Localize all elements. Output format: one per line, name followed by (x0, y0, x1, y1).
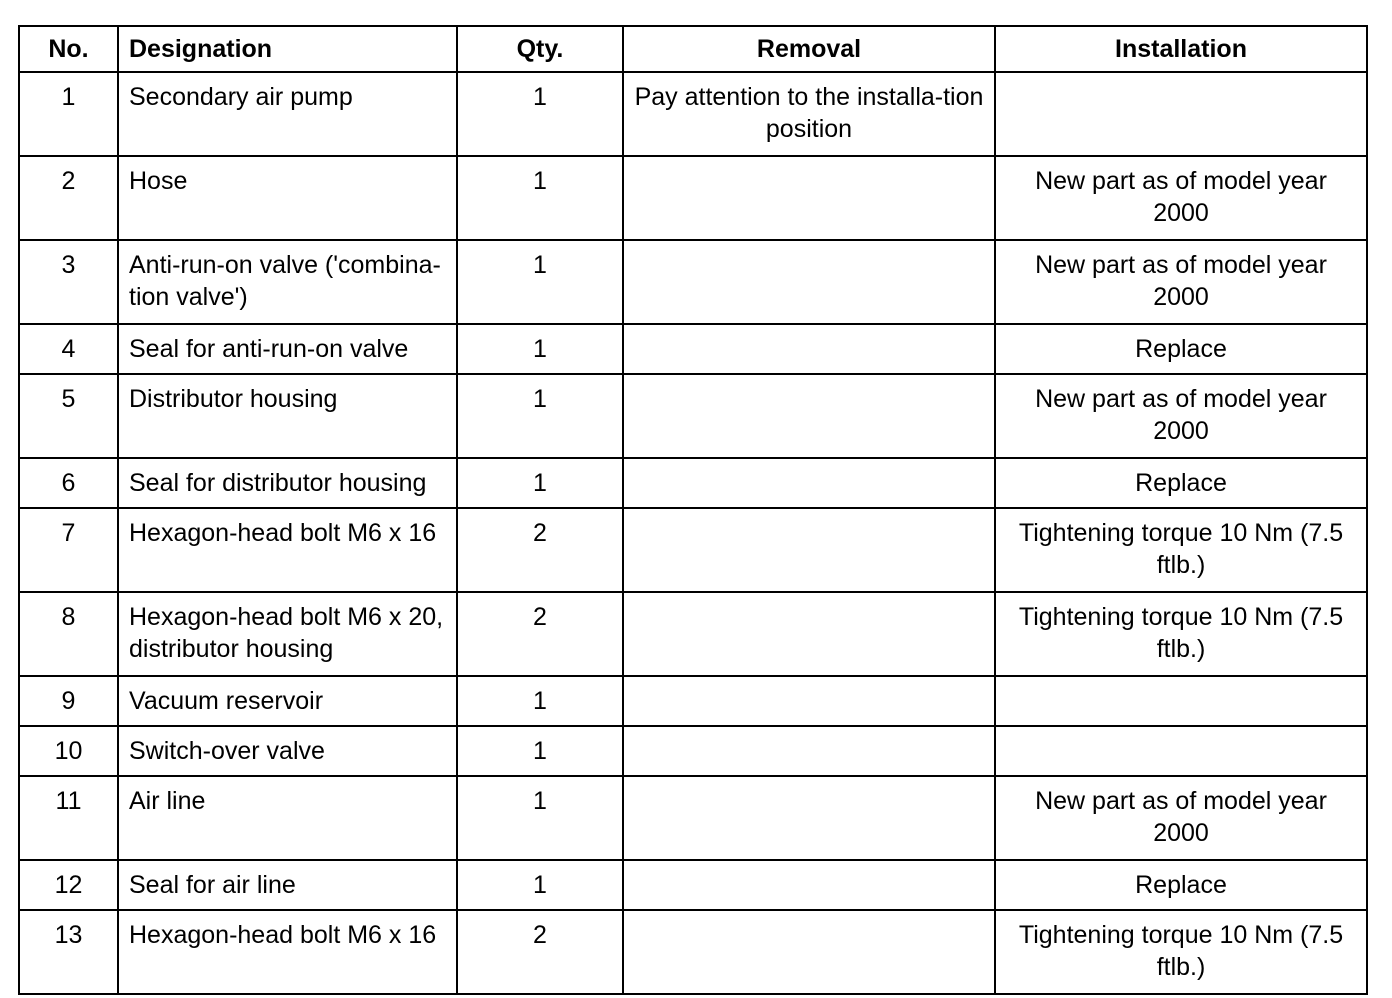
table-row (19, 726, 1367, 776)
cell-designation: Distributor housing (118, 374, 457, 458)
cell-designation: Hexagon-head bolt M6 x 20, distributor housing (118, 592, 457, 676)
cell-no: 3 (19, 240, 118, 324)
table-row (19, 508, 1367, 592)
cell-removal (623, 676, 995, 726)
cell-qty: 2 (457, 910, 623, 994)
cell-no: 13 (19, 910, 118, 994)
cell-no: 5 (19, 374, 118, 458)
cell-no: 10 (19, 726, 118, 776)
cell-installation: Tightening torque 10 Nm (7.5 ftlb.) (995, 592, 1367, 676)
cell-removal (623, 910, 995, 994)
cell-designation: Hexagon-head bolt M6 x 16 (118, 910, 457, 994)
cell-qty: 1 (457, 324, 623, 374)
cell-qty: 1 (457, 726, 623, 776)
cell-designation: Seal for air line (118, 860, 457, 910)
header-installation: Installation (995, 26, 1367, 72)
cell-removal (623, 776, 995, 860)
cell-removal (623, 458, 995, 508)
table-header (19, 26, 1367, 72)
cell-qty: 1 (457, 72, 623, 156)
cell-designation: Secondary air pump (118, 72, 457, 156)
header-qty: Qty. (457, 26, 623, 72)
cell-removal (623, 592, 995, 676)
cell-designation: Hose (118, 156, 457, 240)
cell-removal (623, 156, 995, 240)
cell-removal (623, 726, 995, 776)
table-row (19, 374, 1367, 458)
cell-qty: 1 (457, 374, 623, 458)
cell-installation: New part as of model year 2000 (995, 240, 1367, 324)
cell-installation: Tightening torque 10 Nm (7.5 ftlb.) (995, 508, 1367, 592)
header-removal: Removal (623, 26, 995, 72)
cell-designation: Vacuum reservoir (118, 676, 457, 726)
cell-installation: New part as of model year 2000 (995, 776, 1367, 860)
cell-no: 11 (19, 776, 118, 860)
table-body (19, 72, 1367, 994)
cell-installation (995, 72, 1367, 156)
cell-designation: Anti-run-on valve ('combina-tion valve') (118, 240, 457, 324)
cell-removal (623, 860, 995, 910)
parts-table (18, 25, 1368, 995)
table-row (19, 776, 1367, 860)
table-row (19, 240, 1367, 324)
cell-no: 2 (19, 156, 118, 240)
table-row (19, 676, 1367, 726)
table-row (19, 860, 1367, 910)
cell-qty: 1 (457, 676, 623, 726)
cell-installation: New part as of model year 2000 (995, 374, 1367, 458)
cell-qty: 2 (457, 508, 623, 592)
cell-no: 8 (19, 592, 118, 676)
cell-removal (623, 508, 995, 592)
cell-removal (623, 240, 995, 324)
cell-designation: Seal for distributor housing (118, 458, 457, 508)
cell-designation: Air line (118, 776, 457, 860)
cell-designation: Seal for anti-run-on valve (118, 324, 457, 374)
table-row (19, 592, 1367, 676)
cell-installation: Replace (995, 458, 1367, 508)
cell-no: 9 (19, 676, 118, 726)
cell-qty: 1 (457, 240, 623, 324)
cell-installation: Replace (995, 860, 1367, 910)
cell-qty: 2 (457, 592, 623, 676)
table-row (19, 458, 1367, 508)
cell-no: 7 (19, 508, 118, 592)
cell-no: 1 (19, 72, 118, 156)
table-row (19, 910, 1367, 994)
cell-no: 6 (19, 458, 118, 508)
cell-installation: Replace (995, 324, 1367, 374)
cell-qty: 1 (457, 458, 623, 508)
header-no: No. (19, 26, 118, 72)
cell-installation: New part as of model year 2000 (995, 156, 1367, 240)
table-row (19, 72, 1367, 156)
table-row (19, 324, 1367, 374)
cell-installation: Tightening torque 10 Nm (7.5 ftlb.) (995, 910, 1367, 994)
cell-no: 12 (19, 860, 118, 910)
table-row (19, 156, 1367, 240)
cell-designation: Switch-over valve (118, 726, 457, 776)
cell-qty: 1 (457, 776, 623, 860)
cell-removal: Pay attention to the installa-tion position (623, 72, 995, 156)
cell-removal (623, 374, 995, 458)
header-row (19, 26, 1367, 72)
cell-installation (995, 726, 1367, 776)
cell-qty: 1 (457, 860, 623, 910)
cell-qty: 1 (457, 156, 623, 240)
cell-no: 4 (19, 324, 118, 374)
header-designation: Designation (118, 26, 457, 72)
cell-designation: Hexagon-head bolt M6 x 16 (118, 508, 457, 592)
cell-installation (995, 676, 1367, 726)
cell-removal (623, 324, 995, 374)
